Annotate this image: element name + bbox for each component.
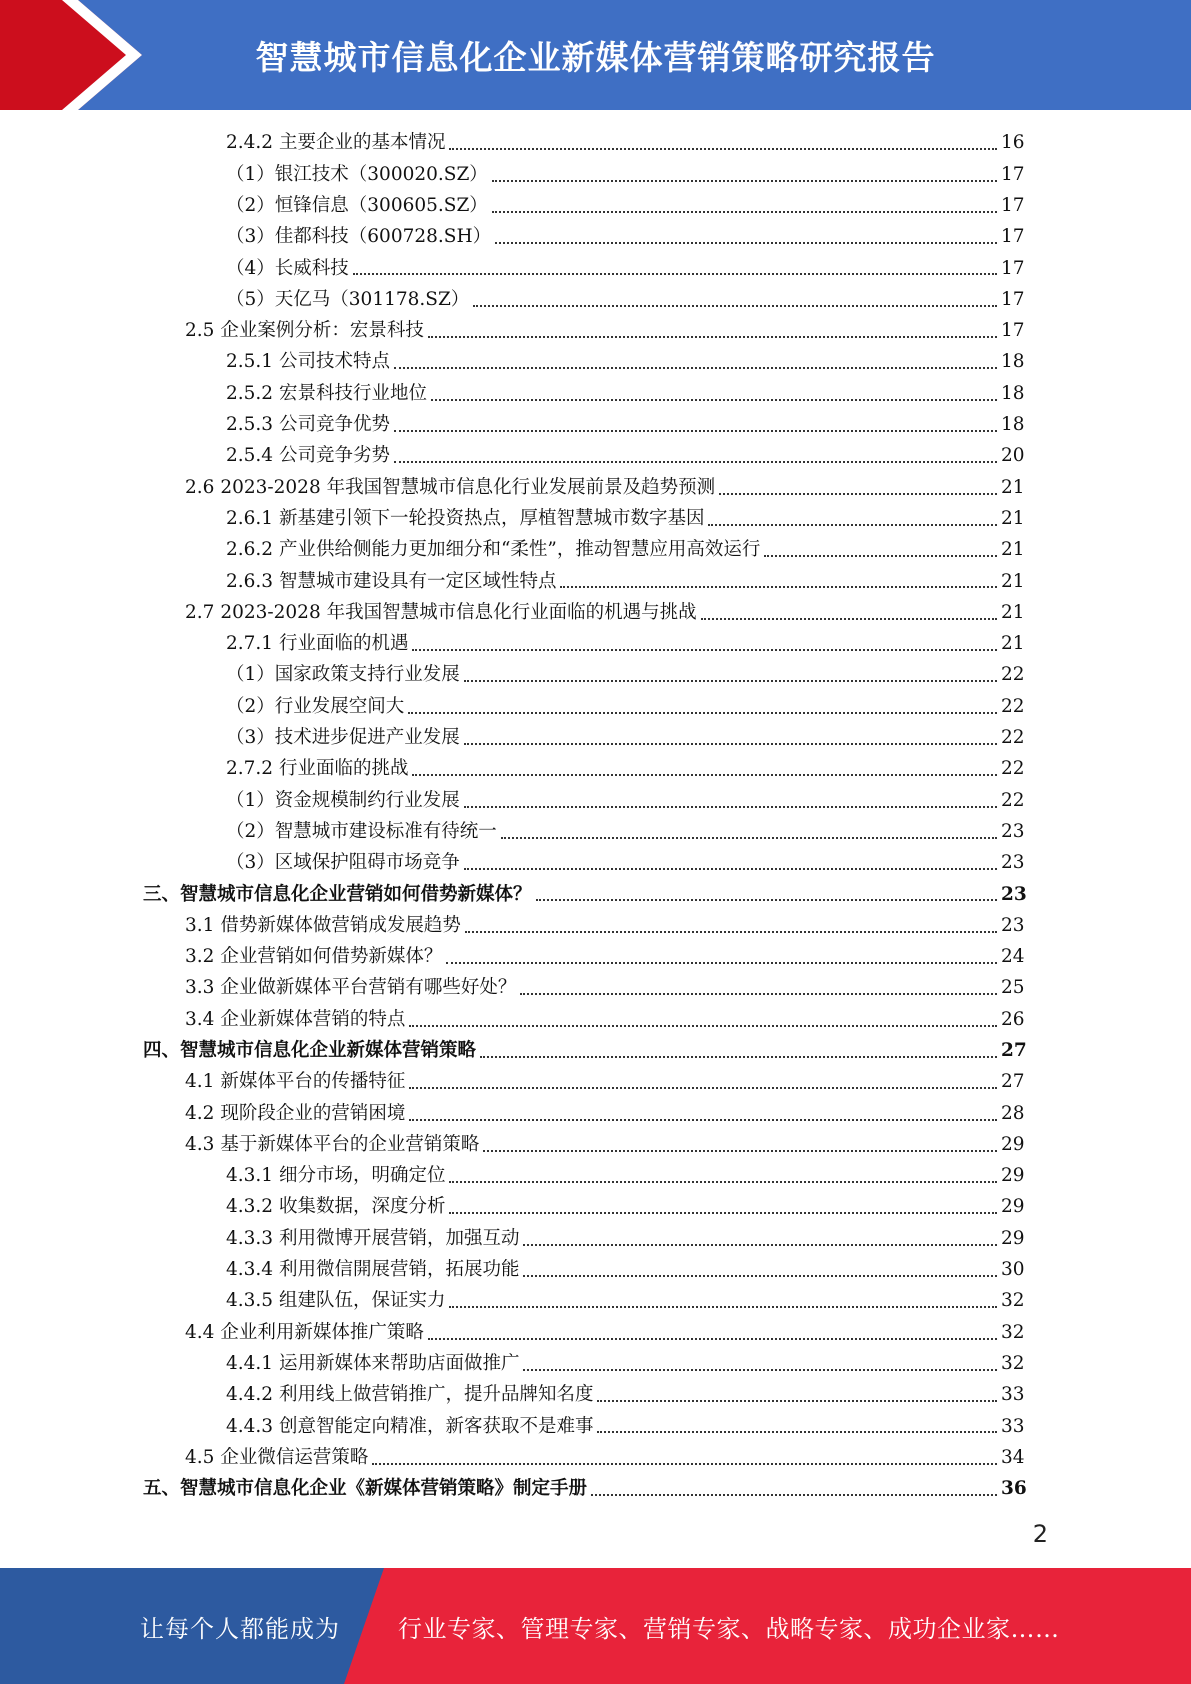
toc-entry-number: 4.5 [185, 1446, 215, 1468]
toc-entry[interactable] [0, 284, 1191, 315]
toc-entry-title: 公司技术特点 [278, 351, 390, 373]
toc-leader-dots [409, 1086, 997, 1089]
toc-entry[interactable] [0, 1255, 1191, 1286]
toc-leader-dots [409, 1118, 997, 1121]
footer-slogan-left: 让每个人都能成为 [140, 1614, 340, 1643]
toc-leader-dots [492, 179, 997, 182]
toc-entry-title: 2023-2028 年我国智慧城市信息化行业面临的机遇与挑战 [220, 601, 697, 623]
toc-entry-page: 30 [1001, 1259, 1025, 1281]
toc-entry-title: 2023-2028 年我国智慧城市信息化行业发展前景及趋势预测 [220, 476, 716, 498]
toc-entry-number: 五、 [143, 1478, 181, 1500]
toc-leader-dots [701, 617, 997, 620]
toc-entry-number: 三、 [143, 883, 181, 905]
toc-leader-dots [520, 992, 997, 995]
toc-entry-title: 区域保护阻碍市场竞争 [274, 852, 460, 874]
toc-entry-number: 4.4.3 [226, 1415, 274, 1437]
toc-entry-page: 16 [1001, 132, 1025, 154]
toc-entry-page: 18 [1001, 414, 1025, 436]
toc-entry-page: 23 [1001, 820, 1025, 842]
toc-entry-page: 22 [1001, 727, 1025, 749]
toc-entry-page: 21 [1001, 633, 1025, 655]
toc-entry-title: 新媒体平台的传播特征 [220, 1071, 406, 1093]
toc-entry-number: 4.3.2 [226, 1196, 274, 1218]
toc-entry-title: 利用微信開展营销，拓展功能 [278, 1259, 520, 1281]
toc-leader-dots [449, 1180, 997, 1183]
toc-entry[interactable] [0, 1474, 1191, 1505]
toc-leader-dots [409, 1024, 997, 1027]
toc-entry-title: 基于新媒体平台的企业营销策略 [220, 1133, 480, 1155]
toc-leader-dots [480, 1055, 997, 1058]
toc-entry-number: （2） [226, 820, 275, 842]
toc-leader-dots [464, 742, 997, 745]
toc-entry-page: 21 [1001, 507, 1025, 529]
toc-entry[interactable] [0, 1380, 1191, 1411]
toc-entry-number: 2.6.1 [226, 507, 274, 529]
toc-leader-dots [492, 210, 997, 213]
toc-entry-number: （3） [226, 226, 275, 248]
toc-entry-title: 佳都科技（600728.SH） [274, 226, 492, 248]
toc-entry[interactable] [0, 1223, 1191, 1254]
toc-entry-number: 2.7 [185, 601, 215, 623]
toc-entry[interactable] [0, 1004, 1191, 1035]
toc-entry-title: 智慧城市建设具有一定区域性特点 [278, 570, 557, 592]
toc-entry-page: 17 [1001, 194, 1025, 216]
toc-entry-number: 4.3 [185, 1133, 215, 1155]
toc-leader-dots [597, 1399, 997, 1402]
toc-entry-title: 企业营销如何借势新媒体？ [220, 946, 443, 968]
toc-entry-page: 24 [1001, 946, 1025, 968]
toc-entry[interactable] [0, 347, 1191, 378]
toc-leader-dots [597, 1430, 997, 1433]
toc-entry[interactable] [0, 504, 1191, 535]
toc-entry-page: 23 [1001, 914, 1025, 936]
toc-entry-page: 21 [1001, 539, 1025, 561]
toc-entry-page: 27 [1001, 1071, 1025, 1093]
toc-entry-title: 智慧城市建设标准有待统一 [274, 820, 497, 842]
toc-leader-dots [465, 930, 997, 933]
toc-entry-page: 32 [1001, 1290, 1025, 1312]
toc-entry-page: 33 [1001, 1384, 1025, 1406]
toc-leader-dots [394, 366, 997, 369]
toc-entry[interactable] [0, 910, 1191, 941]
toc-entry-number: 4.2 [185, 1102, 215, 1124]
toc-entry-title: 组建队伍，保证实力 [278, 1290, 446, 1312]
toc-entry[interactable] [0, 597, 1191, 628]
toc-entry[interactable] [0, 1192, 1191, 1223]
toc-entry-number: 四、 [143, 1040, 181, 1061]
toc-entry-number: 4.3.5 [226, 1290, 274, 1312]
toc-entry-page: 27 [1001, 1040, 1027, 1061]
toc-entry-number: （2） [226, 695, 275, 717]
toc-entry-title: 运用新媒体来帮助店面做推广 [278, 1352, 520, 1374]
toc-entry[interactable] [0, 691, 1191, 722]
toc-entry[interactable] [0, 1067, 1191, 1098]
toc-entry-title: 借势新媒体做营销成发展趋势 [220, 914, 461, 936]
toc-entry-title: 宏景科技行业地位 [278, 382, 427, 404]
toc-entry-title: 行业发展空间大 [274, 695, 405, 717]
toc-entry-number: 2.6.2 [226, 539, 274, 561]
toc-entry-number: 3.4 [185, 1008, 215, 1030]
toc-entry-page: 36 [1001, 1478, 1027, 1500]
toc-entry-title: 细分市场，明确定位 [278, 1165, 446, 1187]
toc-entry-title: 长威科技 [274, 257, 349, 279]
toc-entry[interactable] [0, 1036, 1191, 1067]
toc-leader-dots [708, 523, 997, 526]
toc-entry-page: 23 [1001, 883, 1027, 905]
toc-entry-number: 4.4.2 [226, 1384, 274, 1406]
toc-entry-title: 收集数据，深度分析 [278, 1196, 446, 1218]
toc-leader-dots [591, 1493, 997, 1496]
toc-entry-number: （1） [226, 664, 275, 686]
toc-leader-dots [764, 554, 997, 557]
toc-entry-number: 4.4.1 [226, 1352, 274, 1374]
toc-leader-dots [536, 898, 997, 901]
toc-entry-number: （4） [226, 257, 275, 279]
toc-entry-title: 天亿马（301178.SZ） [274, 288, 470, 310]
toc-entry-page: 22 [1001, 664, 1025, 686]
toc-entry[interactable] [0, 848, 1191, 879]
toc-entry-number: 2.6 [185, 476, 215, 498]
toc-entry[interactable] [0, 222, 1191, 253]
toc-entry-page: 22 [1001, 789, 1025, 811]
toc-entry-number: 2.6.3 [226, 570, 274, 592]
toc-entry-page: 33 [1001, 1415, 1025, 1437]
toc-entry[interactable] [0, 1098, 1191, 1129]
toc-entry-title: 智慧城市信息化企业营销如何借势新媒体？ [180, 883, 532, 905]
toc-entry-page: 32 [1001, 1352, 1025, 1374]
toc-entry-title: 智慧城市信息化企业《新媒体营销策略》制定手册 [180, 1478, 588, 1500]
toc-entry-title: 新基建引领下一轮投资热点，厚植智慧城市数字基因 [278, 507, 705, 529]
toc-entry[interactable] [0, 378, 1191, 409]
toc-entry[interactable] [0, 1161, 1191, 1192]
toc-entry[interactable] [0, 566, 1191, 597]
toc-entry[interactable] [0, 723, 1191, 754]
toc-entry[interactable] [0, 441, 1191, 472]
toc-entry[interactable] [0, 191, 1191, 222]
toc-leader-dots [408, 711, 997, 714]
toc-entry-number: 4.3.3 [226, 1227, 274, 1249]
toc-leader-dots [394, 429, 997, 432]
toc-leader-dots [353, 272, 997, 275]
toc-entry-number: 2.7.2 [226, 758, 274, 780]
toc-entry-title: 创意智能定向精准，新客获取不是难事 [278, 1415, 594, 1437]
toc-entry-number: （1） [226, 163, 275, 185]
toc-entry-title: 行业面临的机遇 [278, 633, 409, 655]
toc-leader-dots [412, 648, 997, 651]
toc-entry-number: 3.3 [185, 977, 215, 999]
toc-entry-title: 企业做新媒体平台营销有哪些好处？ [220, 977, 517, 999]
toc-leader-dots [464, 679, 997, 682]
toc-entry[interactable] [0, 159, 1191, 190]
toc-entry[interactable] [0, 1442, 1191, 1473]
toc-entry-page: 29 [1001, 1133, 1025, 1155]
footer-banner [0, 1568, 1191, 1684]
toc-entry-number: 2.5 [185, 320, 215, 342]
toc-entry[interactable] [0, 128, 1191, 159]
toc-entry-title: 企业新媒体营销的特点 [220, 1008, 406, 1030]
toc-entry[interactable] [0, 785, 1191, 816]
toc-entry[interactable] [0, 1349, 1191, 1380]
toc-entry-title: 主要企业的基本情况 [278, 132, 446, 154]
toc-entry-title: 智慧城市信息化企业新媒体营销策略 [180, 1040, 477, 1061]
toc-entry-title: 银江技术（300020.SZ） [274, 163, 488, 185]
toc-leader-dots [483, 1149, 997, 1152]
toc-entry-page: 17 [1001, 257, 1025, 279]
toc-entry[interactable] [0, 629, 1191, 660]
toc-entry-page: 17 [1001, 163, 1025, 185]
toc-entry-title: 资金规模制约行业发展 [274, 789, 460, 811]
toc-leader-dots [464, 805, 997, 808]
toc-entry-title: 利用线上做营销推广，提升品牌知名度 [278, 1384, 594, 1406]
toc-entry-number: 3.1 [185, 914, 215, 936]
toc-entry-page: 28 [1001, 1102, 1025, 1124]
toc-entry-number: 2.5.4 [226, 445, 274, 467]
toc-entry[interactable] [0, 973, 1191, 1004]
toc-entry-title: 企业案例分析：宏景科技 [220, 320, 424, 342]
toc-entry-title: 技术进步促进产业发展 [274, 727, 460, 749]
toc-entry-page: 29 [1001, 1227, 1025, 1249]
toc-entry-title: 现阶段企业的营销困境 [220, 1102, 406, 1124]
toc-entry-page: 21 [1001, 476, 1025, 498]
toc-entry-title: 企业利用新媒体推广策略 [220, 1321, 424, 1343]
toc-entry-number: 2.4.2 [226, 132, 274, 154]
toc-entry-number: 2.5.1 [226, 351, 274, 373]
toc-leader-dots [449, 147, 997, 150]
toc-entry-number: （1） [226, 789, 275, 811]
toc-entry[interactable] [0, 535, 1191, 566]
header-banner [0, 0, 1191, 110]
toc-entry-page: 17 [1001, 288, 1025, 310]
toc-leader-dots [523, 1243, 997, 1246]
toc-entry-title: 公司竞争优势 [278, 414, 390, 436]
toc-leader-dots [501, 836, 997, 839]
toc-entry-page: 18 [1001, 382, 1025, 404]
toc-entry-page: 25 [1001, 977, 1025, 999]
toc-entry[interactable] [0, 817, 1191, 848]
toc-leader-dots [719, 492, 997, 495]
toc-leader-dots [412, 773, 997, 776]
toc-entry-title: 行业面临的挑战 [278, 758, 409, 780]
toc-entry-title: 企业微信运营策略 [220, 1446, 369, 1468]
toc-entry-number: 2.7.1 [226, 633, 274, 655]
toc-entry-page: 21 [1001, 570, 1025, 592]
toc-leader-dots [560, 585, 997, 588]
toc-entry[interactable] [0, 1317, 1191, 1348]
toc-entry-page: 17 [1001, 320, 1025, 342]
toc-entry-number: （5） [226, 288, 275, 310]
toc-leader-dots [449, 1211, 997, 1214]
toc-entry-page: 22 [1001, 695, 1025, 717]
toc-entry[interactable] [0, 879, 1191, 910]
toc-leader-dots [446, 961, 997, 964]
toc-entry-page: 21 [1001, 601, 1025, 623]
toc-leader-dots [428, 1337, 997, 1340]
toc-entry-number: 2.5.2 [226, 382, 274, 404]
toc-entry-page: 34 [1001, 1446, 1025, 1468]
toc-entry[interactable] [0, 754, 1191, 785]
toc-entry[interactable] [0, 1130, 1191, 1161]
toc-leader-dots [464, 867, 997, 870]
toc-entry-title: 公司竞争劣势 [278, 445, 390, 467]
toc-entry-page: 29 [1001, 1165, 1025, 1187]
toc-entry[interactable] [0, 410, 1191, 441]
report-title: 智慧城市信息化企业新媒体营销策略研究报告 [255, 37, 936, 77]
toc-entry-number: 4.1 [185, 1071, 215, 1093]
toc-entry[interactable] [0, 660, 1191, 691]
toc-entry[interactable] [0, 1286, 1191, 1317]
toc-leader-dots [523, 1274, 997, 1277]
toc-leader-dots [473, 304, 997, 307]
toc-leader-dots [372, 1462, 997, 1465]
footer-slogan-right: 行业专家、管理专家、营销专家、战略专家、成功企业家…… [398, 1614, 1060, 1643]
toc-entry-title: 国家政策支持行业发展 [274, 664, 460, 686]
page-number: 2 [1032, 1520, 1048, 1548]
toc-entry-title: 利用微博开展营销，加强互动 [278, 1227, 520, 1249]
toc-entry-page: 18 [1001, 351, 1025, 373]
toc-leader-dots [495, 241, 997, 244]
toc-entry-page: 17 [1001, 226, 1025, 248]
toc-entry-number: 4.3.1 [226, 1165, 274, 1187]
toc-entry-number: 2.5.3 [226, 414, 274, 436]
toc-leader-dots [428, 335, 997, 338]
toc-leader-dots [431, 398, 997, 401]
toc-leader-dots [523, 1368, 997, 1371]
toc-entry[interactable] [0, 472, 1191, 503]
toc-entry-page: 23 [1001, 852, 1025, 874]
toc-entry-page: 20 [1001, 445, 1025, 467]
toc-leader-dots [449, 1305, 997, 1308]
toc-entry-title: 恒锋信息（300605.SZ） [274, 194, 488, 216]
toc-entry-title: 产业供给侧能力更加细分和“柔性”，推动智慧应用高效运行 [278, 539, 761, 561]
toc-entry-page: 26 [1001, 1008, 1025, 1030]
toc-entry-page: 29 [1001, 1196, 1025, 1218]
table-of-contents [0, 128, 1191, 1505]
toc-entry-number: 3.2 [185, 946, 215, 968]
toc-entry-number: （3） [226, 727, 275, 749]
toc-entry[interactable] [0, 316, 1191, 347]
toc-entry-page: 22 [1001, 758, 1025, 780]
toc-leader-dots [394, 460, 997, 463]
toc-entry-page: 32 [1001, 1321, 1025, 1343]
toc-entry-number: （2） [226, 194, 275, 216]
toc-entry-number: （3） [226, 852, 275, 874]
toc-entry-number: 4.4 [185, 1321, 215, 1343]
toc-entry[interactable] [0, 942, 1191, 973]
toc-entry-number: 4.3.4 [226, 1259, 274, 1281]
toc-entry[interactable] [0, 1411, 1191, 1442]
toc-entry[interactable] [0, 253, 1191, 284]
